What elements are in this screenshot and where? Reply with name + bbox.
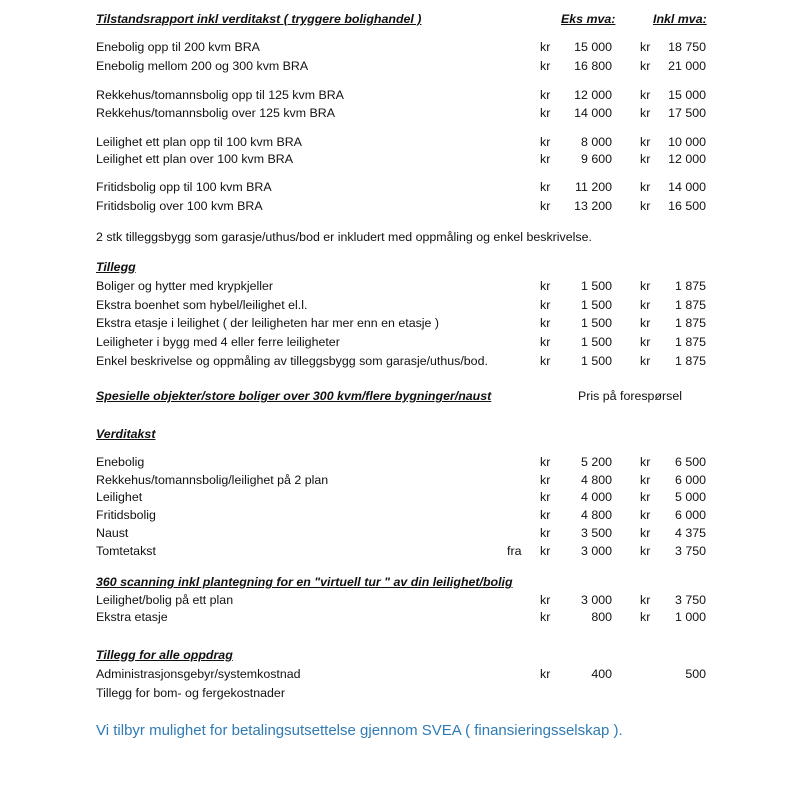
- price-row: [0, 57, 793, 75]
- price-inkl: 1 875: [674, 298, 706, 312]
- currency-label: kr: [640, 473, 651, 487]
- section-heading-spesielle: Spesielle objekter/store boliger over 300 kvm/flere bygninger/naust: [96, 389, 492, 403]
- price-row: [0, 524, 793, 542]
- price-eks: 15 000: [574, 40, 612, 54]
- row-label: Tillegg for bom- og fergekostnader: [96, 686, 285, 700]
- row-label: Fritidsbolig opp til 100 kvm BRA: [96, 180, 272, 194]
- price-inkl: 17 500: [668, 106, 706, 120]
- currency-label: kr: [540, 667, 551, 681]
- currency-label: kr: [640, 152, 651, 166]
- section-heading-row: [0, 646, 793, 664]
- row-label: Ekstra etasje i leilighet ( der leiligheten har mer enn en etasje ): [96, 316, 439, 330]
- price-eks: 3 000: [580, 544, 612, 558]
- currency-label: kr: [640, 354, 651, 368]
- currency-label: kr: [540, 508, 551, 522]
- price-eks: 12 000: [574, 88, 612, 102]
- currency-label: kr: [640, 593, 651, 607]
- row-label: Enebolig mellom 200 og 300 kvm BRA: [96, 59, 309, 73]
- price-inkl: 1 875: [674, 354, 706, 368]
- section-heading-row: [0, 258, 793, 276]
- currency-label: kr: [540, 40, 551, 54]
- price-eks: 13 200: [574, 199, 612, 213]
- price-row: [0, 591, 793, 609]
- currency-label: kr: [540, 279, 551, 293]
- price-inkl: 18 750: [668, 40, 706, 54]
- price-row: [0, 333, 793, 351]
- tilleggsbygg-note: 2 stk tilleggsbygg som garasje/uthus/bod er inkludert med oppmåling og enkel beskrivelse.: [96, 230, 592, 244]
- price-row: [0, 314, 793, 332]
- price-row: [0, 506, 793, 524]
- price-eks: 1 500: [580, 335, 612, 349]
- currency-label: kr: [640, 199, 651, 213]
- section-heading-tillegg: Tillegg: [96, 260, 136, 274]
- row-label: Naust: [96, 526, 129, 540]
- currency-label: kr: [640, 335, 651, 349]
- currency-label: kr: [640, 298, 651, 312]
- row-label: Fritidsbolig: [96, 508, 156, 522]
- price-inkl: 10 000: [668, 135, 706, 149]
- row-label: Enkel beskrivelse og oppmåling av tilleggsbygg som garasje/uthus/bod.: [96, 354, 488, 368]
- price-row: [0, 150, 793, 168]
- currency-label: kr: [540, 88, 551, 102]
- price-inkl: 3 750: [674, 593, 706, 607]
- section-heading-scanning: 360 scanning inkl plantegning for en "virtuell tur " av din leilighet/bolig: [96, 575, 513, 589]
- currency-label: kr: [640, 279, 651, 293]
- price-row: [0, 277, 793, 295]
- row-label: Rekkehus/tomannsbolig/leilighet på 2 plan: [96, 473, 329, 487]
- section-heading-verditakst: Verditakst: [96, 427, 156, 441]
- currency-label: kr: [540, 106, 551, 120]
- price-inkl: 500: [685, 667, 706, 681]
- section-heading-row: [0, 387, 793, 405]
- price-eks: 4 800: [580, 508, 612, 522]
- price-row: [0, 665, 793, 683]
- column-header-inkl: Inkl mva:: [653, 12, 707, 26]
- row-label: Enebolig opp til 200 kvm BRA: [96, 40, 260, 54]
- currency-label: kr: [540, 544, 551, 558]
- price-eks: 8 000: [580, 135, 612, 149]
- row-label: Leilighet ett plan over 100 kvm BRA: [96, 152, 293, 166]
- price-eks: 11 200: [575, 180, 612, 194]
- currency-label: kr: [640, 180, 651, 194]
- currency-label: kr: [640, 316, 651, 330]
- row-label: Rekkehus/tomannsbolig opp til 125 kvm BRA: [96, 88, 344, 102]
- price-row: [0, 471, 793, 489]
- currency-label: kr: [640, 544, 651, 558]
- currency-label: kr: [540, 180, 551, 194]
- row-label: Leiligheter i bygg med 4 eller ferre leiligheter: [96, 335, 340, 349]
- currency-label: kr: [640, 526, 651, 540]
- price-row: [0, 38, 793, 56]
- price-row: [0, 608, 793, 626]
- document-title: Tilstandsrapport inkl verditakst ( tryggere bolighandel ): [96, 12, 422, 26]
- row-label: Tomtetakst: [96, 544, 156, 558]
- price-row: [0, 453, 793, 471]
- currency-label: kr: [540, 335, 551, 349]
- price-inkl: 21 000: [668, 59, 706, 73]
- price-inkl: 1 875: [674, 335, 706, 349]
- currency-label: kr: [640, 135, 651, 149]
- price-row: [0, 488, 793, 506]
- price-row: [0, 296, 793, 314]
- row-label: Leilighet/bolig på ett plan: [96, 593, 234, 607]
- row-label: Leilighet: [96, 490, 143, 504]
- price-inkl: 6 500: [674, 455, 706, 469]
- currency-label: kr: [540, 610, 551, 624]
- price-eks: 3 500: [580, 526, 612, 540]
- currency-label: kr: [540, 199, 551, 213]
- currency-label: kr: [540, 354, 551, 368]
- price-eks: 9 600: [580, 152, 612, 166]
- price-eks: 3 000: [580, 593, 612, 607]
- currency-label: kr: [540, 490, 551, 504]
- row-label: Leilighet ett plan opp til 100 kvm BRA: [96, 135, 302, 149]
- currency-label: kr: [640, 490, 651, 504]
- currency-label: kr: [640, 610, 651, 624]
- currency-label: kr: [540, 455, 551, 469]
- row-label: Boliger og hytter med krypkjeller: [96, 279, 273, 293]
- currency-label: kr: [640, 106, 651, 120]
- currency-label: kr: [540, 59, 551, 73]
- section-heading-alle-oppdrag: Tillegg for alle oppdrag: [96, 648, 233, 662]
- price-inkl: 14 000: [668, 180, 706, 194]
- price-inkl: 15 000: [668, 88, 706, 102]
- price-inkl: 1 000: [674, 610, 706, 624]
- row-label: Rekkehus/tomannsbolig over 125 kvm BRA: [96, 106, 335, 120]
- currency-label: kr: [540, 316, 551, 330]
- payment-deferral-note: Vi tilbyr mulighet for betalingsutsettelse gjennom SVEA ( finansieringsselskap ).: [96, 722, 623, 739]
- currency-label: kr: [540, 152, 551, 166]
- price-eks: 4 000: [580, 490, 612, 504]
- price-inkl: 6 000: [674, 508, 706, 522]
- price-eks: 1 500: [580, 354, 612, 368]
- row-label: Enebolig: [96, 455, 145, 469]
- header-row: [0, 10, 793, 28]
- currency-label: kr: [640, 40, 651, 54]
- currency-label: kr: [540, 593, 551, 607]
- price-eks: 1 500: [580, 316, 612, 330]
- price-row: [0, 86, 793, 104]
- price-eks: 800: [591, 610, 612, 624]
- row-label: Administrasjonsgebyr/systemkostnad: [96, 667, 301, 681]
- currency-label: kr: [540, 526, 551, 540]
- price-inkl: 12 000: [668, 152, 706, 166]
- from-prefix: fra: [507, 544, 522, 558]
- currency-label: kr: [640, 455, 651, 469]
- price-inkl: 4 375: [674, 526, 706, 540]
- currency-label: kr: [540, 298, 551, 312]
- price-eks: 1 500: [580, 298, 612, 312]
- section-heading-row: [0, 573, 793, 591]
- price-row: [0, 684, 793, 702]
- price-on-request: Pris på forespørsel: [578, 389, 682, 403]
- currency-label: kr: [640, 59, 651, 73]
- price-row: [0, 197, 793, 215]
- section-heading-row: [0, 425, 793, 443]
- price-row: [0, 352, 793, 370]
- currency-label: kr: [640, 88, 651, 102]
- price-eks: 16 800: [574, 59, 612, 73]
- price-inkl: 5 000: [674, 490, 706, 504]
- price-row: [0, 178, 793, 196]
- price-inkl: 1 875: [674, 279, 706, 293]
- price-eks: 5 200: [580, 455, 612, 469]
- price-eks: 1 500: [580, 279, 612, 293]
- row-label: Ekstra boenhet som hybel/leilighet el.l.: [96, 298, 308, 312]
- price-eks: 400: [591, 667, 612, 681]
- row-label: Fritidsbolig over 100 kvm BRA: [96, 199, 263, 213]
- price-inkl: 1 875: [674, 316, 706, 330]
- price-row: [0, 542, 793, 560]
- price-inkl: 16 500: [668, 199, 706, 213]
- currency-label: kr: [540, 473, 551, 487]
- currency-label: kr: [640, 508, 651, 522]
- price-row: [0, 133, 793, 151]
- currency-label: kr: [540, 135, 551, 149]
- price-eks: 4 800: [580, 473, 612, 487]
- price-inkl: 3 750: [674, 544, 706, 558]
- row-label: Ekstra etasje: [96, 610, 168, 624]
- column-header-eks: Eks mva:: [561, 12, 616, 26]
- price-eks: 14 000: [574, 106, 612, 120]
- price-row: [0, 104, 793, 122]
- price-inkl: 6 000: [674, 473, 706, 487]
